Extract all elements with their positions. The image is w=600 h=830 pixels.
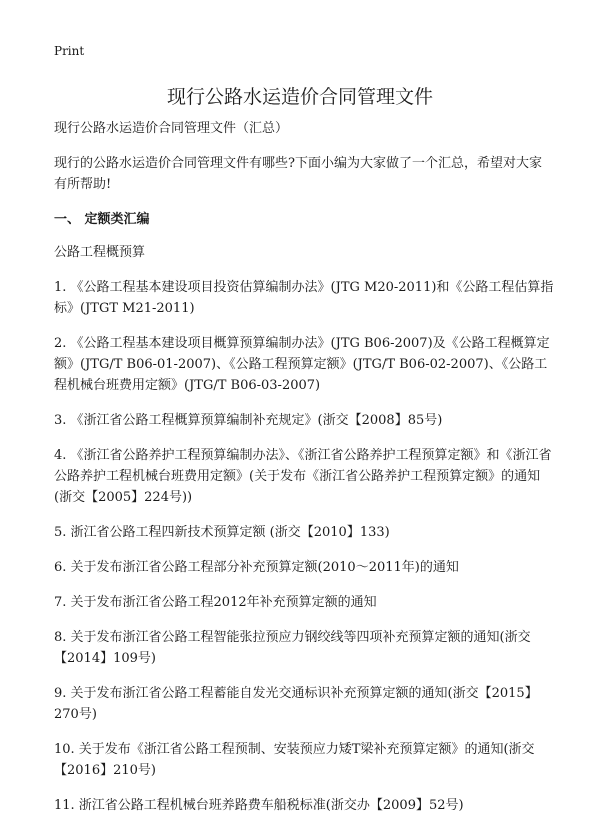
list-item: 7. 关于发布浙江省公路工程2012年补充预算定额的通知 (54, 595, 377, 610)
list-item: 11. 浙江省公路工程机械台班养路费车船税标准(浙交办【2009】52号) (54, 798, 464, 813)
subsection-label: 公路工程概预算 (54, 245, 146, 260)
document-subtitle: 现行公路水运造价合同管理文件（汇总） (54, 121, 289, 136)
list-item: 1. 《公路工程基本建设项目投资估算编制办法》(JTG M20-2011)和《公路工程估算指标》(JTGT M21-2011) (54, 280, 554, 316)
section-heading: 一、 定额类汇编 (54, 212, 150, 227)
list-item: 3. 《浙江省公路工程概算预算编制补充规定》(浙交【2008】85号) (54, 413, 443, 428)
list-item: 8. 关于发布浙江省公路工程智能张拉预应力钢绞线等四项补充预算定额的通知(浙交【2014】109号) (54, 630, 531, 666)
list-item: 10. 关于发布《浙江省公路工程预制、安装预应力矮T梁补充预算定额》的通知(浙交【2016】210号) (54, 742, 535, 778)
list-item: 9. 关于发布浙江省公路工程蓄能自发光交通标识补充预算定额的通知(浙交【2015】270号) (54, 686, 538, 722)
document-title: 现行公路水运造价合同管理文件 (166, 86, 433, 108)
document-body (54, 118, 554, 830)
list-item: 6. 关于发布浙江省公路工程部分补充预算定额(2010～2011年)的通知 (54, 560, 459, 575)
print-label: Print (54, 44, 85, 58)
list-item: 2. 《公路工程基本建设项目概算预算编制办法》(JTG B06-2007)及《公路工程概算定额》(JTG/T B06-01-2007)、《公路工程预算定额》(JTG/T B06-02-2007)、《公路工程机械台班费用定额》(JTG/T B06-03-2007) (54, 336, 550, 393)
intro-paragraph: 现行的公路水运造价合同管理文件有哪些?下面小编为大家做了一个汇总，希望对大家有所帮助! (54, 156, 542, 192)
list-item: 4. 《浙江省公路养护工程预算编制办法》、《浙江省公路养护工程预算定额》和《浙江省公路养护工程机械台班费用定额》(关于发布《浙江省公路养护工程预算定额》的通知(浙交【2005】224号)) (54, 448, 552, 505)
list-item: 5. 浙江省公路工程四新技术预算定额 (浙交【2010】133) (54, 525, 390, 540)
